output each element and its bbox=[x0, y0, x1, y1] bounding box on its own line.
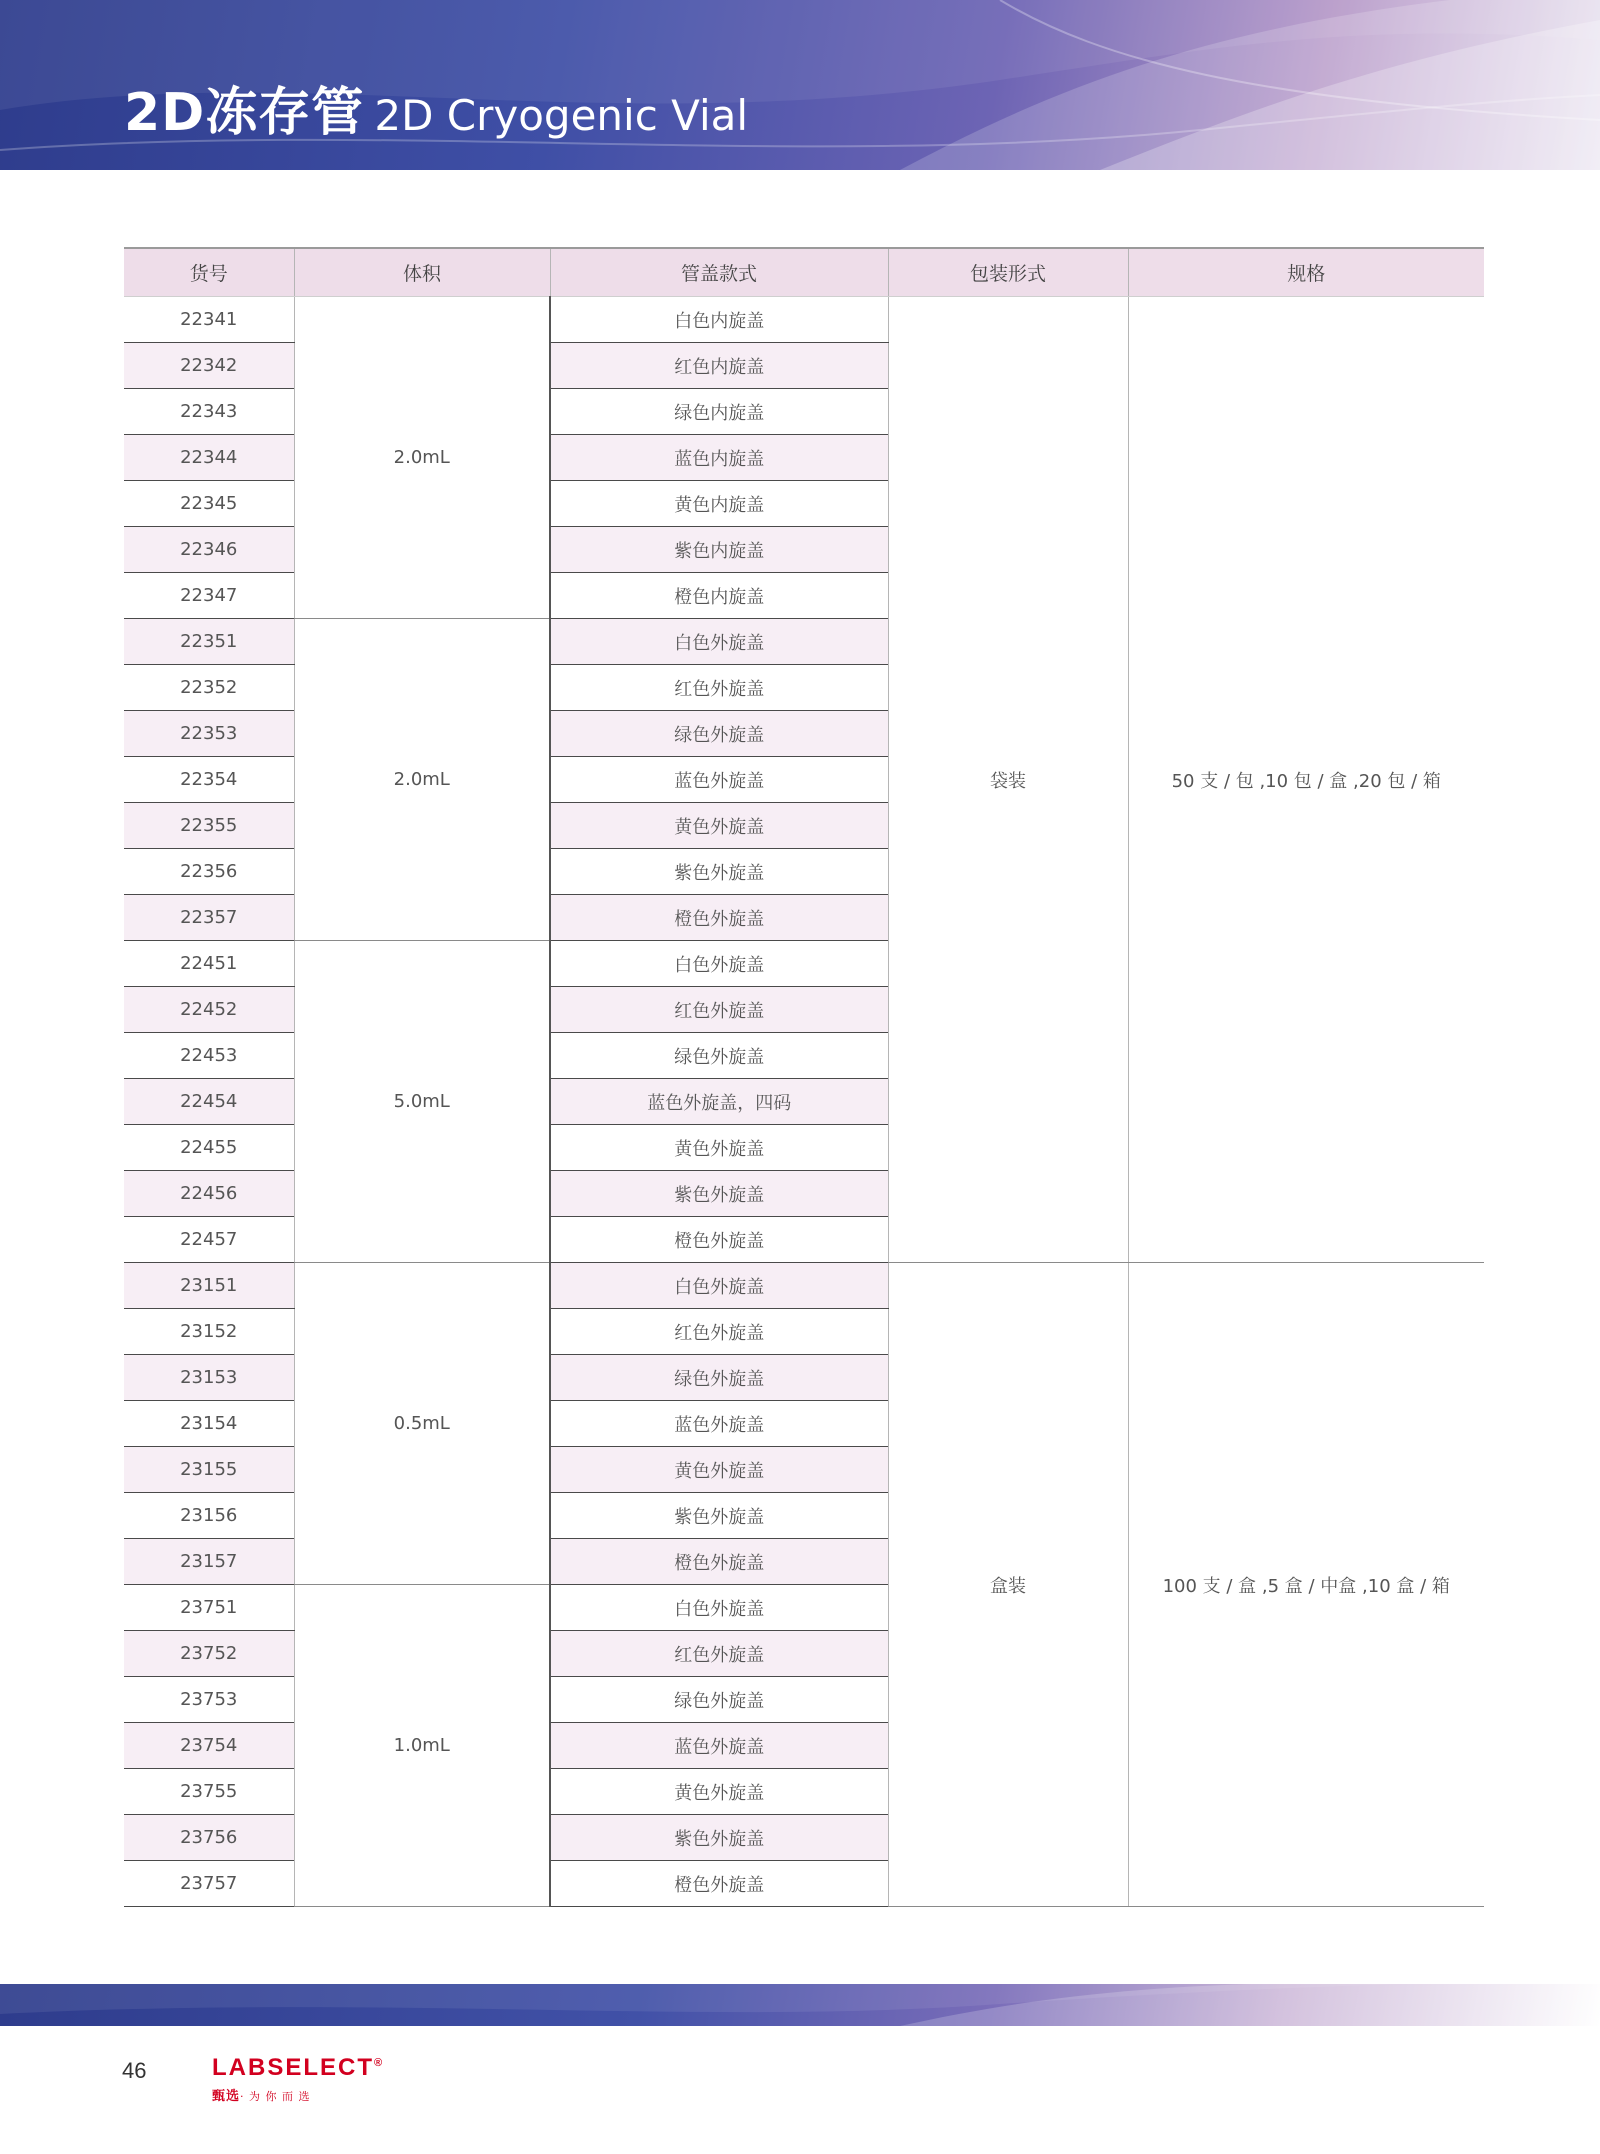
page-title-cn: 2D冻存管 bbox=[124, 83, 365, 143]
package-cell: 袋装 bbox=[888, 297, 1128, 1263]
cap-style-cell: 紫色外旋盖 bbox=[550, 1815, 888, 1861]
cap-style-cell: 红色内旋盖 bbox=[550, 343, 888, 389]
table-header bbox=[124, 248, 1484, 297]
volume-cell: 0.5mL bbox=[294, 1263, 550, 1585]
cap-style-cell: 绿色外旋盖 bbox=[550, 711, 888, 757]
spec-cell: 50 支 / 包 ,10 包 / 盒 ,20 包 / 箱 bbox=[1128, 297, 1484, 1263]
brand-tagline bbox=[212, 2085, 384, 2104]
page-title bbox=[124, 70, 748, 145]
product-code-cell: 22454 bbox=[124, 1079, 294, 1125]
volume-cell: 5.0mL bbox=[294, 941, 550, 1263]
product-code-cell: 22452 bbox=[124, 987, 294, 1033]
cap-style-cell: 黄色外旋盖 bbox=[550, 1125, 888, 1171]
page-number: 46 bbox=[122, 2058, 147, 2083]
cap-style-cell: 白色内旋盖 bbox=[550, 297, 888, 343]
cap-style-cell: 黄色外旋盖 bbox=[550, 803, 888, 849]
product-code-cell: 23756 bbox=[124, 1815, 294, 1861]
product-code-cell: 22352 bbox=[124, 665, 294, 711]
registered-mark: ® bbox=[374, 2057, 385, 2069]
product-code-cell: 22347 bbox=[124, 573, 294, 619]
product-code-cell: 23757 bbox=[124, 1861, 294, 1907]
product-code-cell: 23152 bbox=[124, 1309, 294, 1355]
volume-cell: 2.0mL bbox=[294, 297, 550, 619]
column-header-spec: 规格 bbox=[1128, 248, 1484, 297]
brand-tagline-text: · 为 你 而 选 bbox=[240, 2090, 311, 2103]
table-body bbox=[124, 297, 1484, 1907]
cap-style-cell: 紫色外旋盖 bbox=[550, 1171, 888, 1217]
cap-style-cell: 蓝色外旋盖 bbox=[550, 757, 888, 803]
cap-style-cell: 红色外旋盖 bbox=[550, 987, 888, 1033]
brand-logo-cn: 甄选 bbox=[212, 2089, 241, 2104]
cap-style-cell: 紫色外旋盖 bbox=[550, 1493, 888, 1539]
cap-style-cell: 蓝色外旋盖，四码 bbox=[550, 1079, 888, 1125]
product-code-cell: 23751 bbox=[124, 1585, 294, 1631]
table-header-row bbox=[124, 248, 1484, 297]
table-row bbox=[124, 1263, 1484, 1309]
table-row bbox=[124, 297, 1484, 343]
package-cell: 盒装 bbox=[888, 1263, 1128, 1907]
product-code-cell: 22456 bbox=[124, 1171, 294, 1217]
cap-style-cell: 橙色外旋盖 bbox=[550, 1217, 888, 1263]
product-code-cell: 23155 bbox=[124, 1447, 294, 1493]
volume-cell: 1.0mL bbox=[294, 1585, 550, 1907]
cap-style-cell: 红色外旋盖 bbox=[550, 665, 888, 711]
cap-style-cell: 蓝色内旋盖 bbox=[550, 435, 888, 481]
product-code-cell: 22357 bbox=[124, 895, 294, 941]
cap-style-cell: 红色外旋盖 bbox=[550, 1631, 888, 1677]
column-header-code: 货号 bbox=[124, 248, 294, 297]
cap-style-cell: 绿色外旋盖 bbox=[550, 1355, 888, 1401]
footer-wave-decoration bbox=[0, 1984, 1600, 2026]
product-code-cell: 23752 bbox=[124, 1631, 294, 1677]
header-banner bbox=[0, 0, 1600, 170]
cap-style-cell: 绿色外旋盖 bbox=[550, 1033, 888, 1079]
product-code-cell: 22346 bbox=[124, 527, 294, 573]
cap-style-cell: 黄色外旋盖 bbox=[550, 1769, 888, 1815]
brand-logo-text bbox=[212, 2054, 384, 2082]
cap-style-cell: 红色外旋盖 bbox=[550, 1309, 888, 1355]
column-header-package: 包装形式 bbox=[888, 248, 1128, 297]
product-code-cell: 22451 bbox=[124, 941, 294, 987]
volume-cell: 2.0mL bbox=[294, 619, 550, 941]
product-code-cell: 22341 bbox=[124, 297, 294, 343]
cap-style-cell: 白色外旋盖 bbox=[550, 619, 888, 665]
cap-style-cell: 橙色内旋盖 bbox=[550, 573, 888, 619]
spec-cell: 100 支 / 盒 ,5 盒 / 中盒 ,10 盒 / 箱 bbox=[1128, 1263, 1484, 1907]
product-code-cell: 22342 bbox=[124, 343, 294, 389]
cap-style-cell: 橙色外旋盖 bbox=[550, 1861, 888, 1907]
product-code-cell: 22457 bbox=[124, 1217, 294, 1263]
product-code-cell: 23753 bbox=[124, 1677, 294, 1723]
column-header-volume: 体积 bbox=[294, 248, 550, 297]
product-code-cell: 22345 bbox=[124, 481, 294, 527]
footer-band bbox=[0, 1984, 1600, 2026]
product-code-cell: 22351 bbox=[124, 619, 294, 665]
cap-style-cell: 紫色外旋盖 bbox=[550, 849, 888, 895]
column-header-cap-style: 管盖款式 bbox=[550, 248, 888, 297]
cap-style-cell: 橙色外旋盖 bbox=[550, 895, 888, 941]
product-code-cell: 23156 bbox=[124, 1493, 294, 1539]
brand-logo bbox=[212, 2054, 384, 2104]
product-code-cell: 22343 bbox=[124, 389, 294, 435]
cap-style-cell: 黄色内旋盖 bbox=[550, 481, 888, 527]
cap-style-cell: 白色外旋盖 bbox=[550, 1585, 888, 1631]
cap-style-cell: 黄色外旋盖 bbox=[550, 1447, 888, 1493]
product-code-cell: 23755 bbox=[124, 1769, 294, 1815]
cap-style-cell: 蓝色外旋盖 bbox=[550, 1401, 888, 1447]
product-code-cell: 22453 bbox=[124, 1033, 294, 1079]
cap-style-cell: 白色外旋盖 bbox=[550, 941, 888, 987]
page-title-en: 2D Cryogenic Vial bbox=[374, 91, 749, 140]
cap-style-cell: 白色外旋盖 bbox=[550, 1263, 888, 1309]
product-table bbox=[124, 247, 1484, 1907]
product-code-cell: 22356 bbox=[124, 849, 294, 895]
product-code-cell: 23754 bbox=[124, 1723, 294, 1769]
product-code-cell: 23153 bbox=[124, 1355, 294, 1401]
cap-style-cell: 橙色外旋盖 bbox=[550, 1539, 888, 1585]
brand-logo-wordmark: LABSELECT bbox=[212, 2054, 374, 2081]
product-code-cell: 22344 bbox=[124, 435, 294, 481]
cap-style-cell: 蓝色外旋盖 bbox=[550, 1723, 888, 1769]
product-code-cell: 23151 bbox=[124, 1263, 294, 1309]
cap-style-cell: 紫色内旋盖 bbox=[550, 527, 888, 573]
product-code-cell: 22455 bbox=[124, 1125, 294, 1171]
cap-style-cell: 绿色外旋盖 bbox=[550, 1677, 888, 1723]
product-code-cell: 23157 bbox=[124, 1539, 294, 1585]
product-code-cell: 22353 bbox=[124, 711, 294, 757]
product-code-cell: 22355 bbox=[124, 803, 294, 849]
cap-style-cell: 绿色内旋盖 bbox=[550, 389, 888, 435]
product-code-cell: 23154 bbox=[124, 1401, 294, 1447]
product-code-cell: 22354 bbox=[124, 757, 294, 803]
